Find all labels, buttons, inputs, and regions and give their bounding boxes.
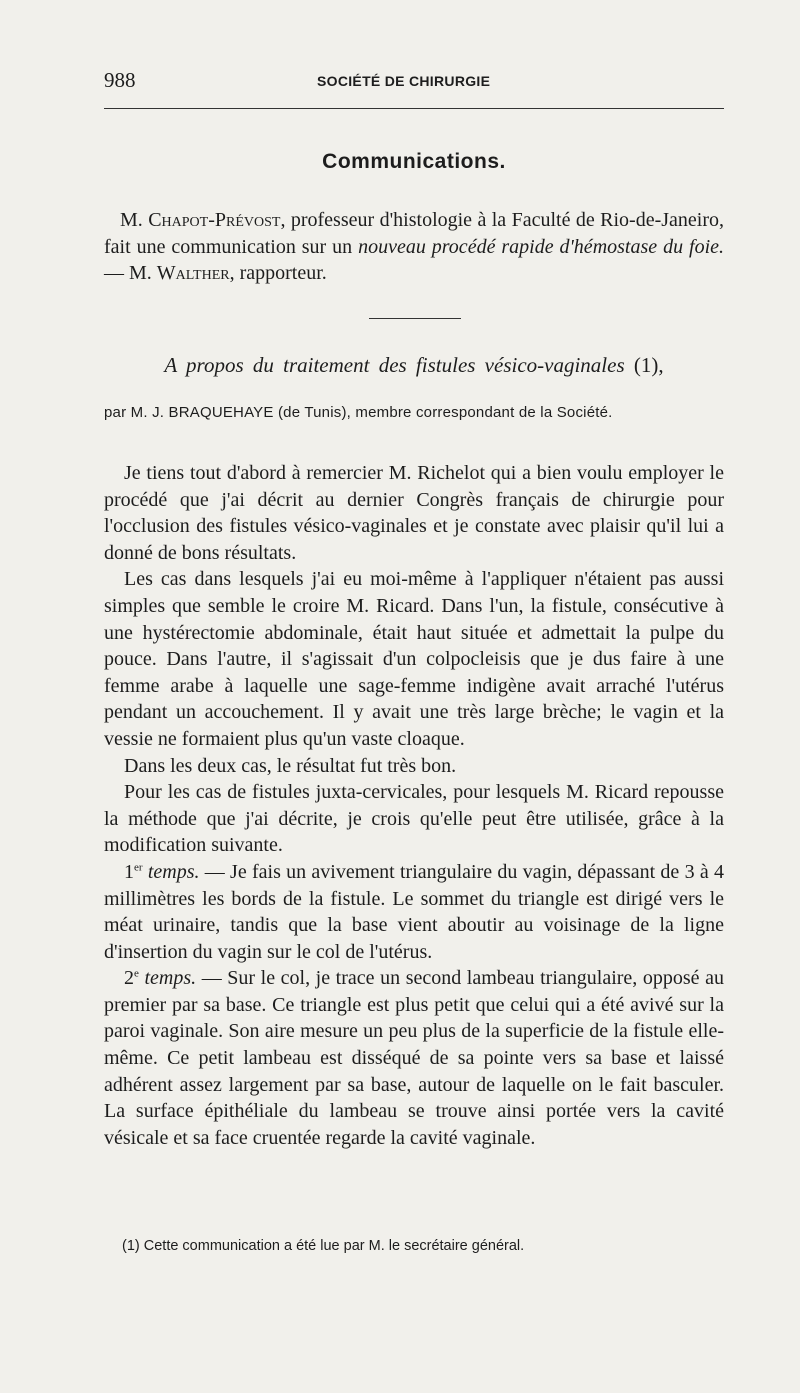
step-number: 1 (124, 860, 134, 883)
body-paragraph-step-2 (104, 965, 724, 1151)
page-number: 988 (104, 68, 136, 92)
body-paragraph: Les cas dans lesquels j'ai eu moi-même à l'appliquer n'étaient pas aussi simples que semble le croire M. Ricard. Dans l'un, la fistule, consécutive à une hystérectomie abdominale, était haut située et admettait la pulpe du pouce. Dans l'autre, il s'agissait d'un colpocleisis que je dus faire à une femme arabe à laquelle une sage-femme indigène avait arraché l'utérus pendant un accouchement. Il y avait une très large brèche; le vagin et la vessie ne formaient plus qu'un vaste cloaque. (104, 568, 724, 750)
step-text: — Je fais un avivement triangulaire du vagin, dépassant de 3 à 4 millimètres les bords de la fistule. Le sommet du triangle est dirigé vers le méat urinaire, tandis que la base vient aboutir au voisinage de la ligne d'insertion du vagin sur le col de l'utérus. (104, 860, 724, 963)
communication-rapporteur: Walther (156, 262, 230, 284)
communication-text-2: — M. (104, 262, 157, 284)
body-paragraph: Pour les cas de fistules juxta-cervicales, pour lesquels M. Ricard repousse la méthode que j'ai décrite, je crois qu'elle peut être utilisée, grâce à la modification suivante. (104, 781, 724, 857)
communication-author: Chapot-Prévost (148, 209, 281, 231)
page-header (104, 68, 724, 96)
article-byline: par M. J. BRAQUEHAYE (de Tunis), membre correspondant de la Société. (104, 404, 613, 421)
article-title-note: (1), (624, 353, 664, 377)
step-ordinal: er (134, 861, 143, 874)
section-divider (369, 318, 461, 319)
body-paragraph-step-1 (104, 859, 724, 965)
body-paragraph: Je tiens tout d'abord à remercier M. Richelot qui a bien voulu employer le procédé que j'ai décrit au dernier Congrès français de chirurgie pour l'occlusion des fistules vésico-vaginales et je constate avec plaisir qu'il lui a donné de bons résultats. (104, 462, 724, 564)
step-ordinal: e (134, 967, 139, 980)
article-title (0, 353, 800, 378)
communication-paragraph (104, 207, 724, 287)
step-label: temps. (147, 860, 200, 883)
communication-intro: M. (120, 209, 143, 231)
footnote: (1) Cette communication a été lue par M. le secrétaire général. (122, 1238, 525, 1254)
step-number: 2 (124, 967, 134, 990)
step-label: temps. (144, 967, 197, 990)
header-rule (104, 108, 724, 109)
step-text: — Sur le col, je trace un second lambeau triangulaire, opposé au premier par sa base. Ce triangle est plus petit que celui qui a été avivé sur la paroi vaginale. Son aire mesure un peu plus de la superficie de la fistule elle-même. Ce petit lambeau est disséqué de sa pointe vers sa base et laissé adhérent assez largement par sa base, autour de laquelle on le fait basculer. La surface épithéliale du lambeau se trouve ainsi portée vers la cavité vésicale et sa face cruentée regarde la cavité vaginale. (104, 967, 724, 1149)
communication-subject: nouveau procédé rapide d'hémostase du foie. (358, 235, 724, 258)
communication-text-1: , professeur d'histologie à la Faculté de Rio-de-Janeiro, fait une communication sur un (104, 209, 724, 258)
section-title: Communications. (322, 150, 506, 173)
communication-text-3: , rapporteur. (229, 262, 327, 284)
body-paragraph: Dans les deux cas, le résultat fut très bon. (124, 754, 457, 777)
article-title-text: A propos du traitement des fistules vésico-vaginales (164, 353, 625, 377)
article-body (104, 460, 724, 1151)
running-title: SOCIÉTÉ DE CHIRURGIE (317, 73, 491, 89)
